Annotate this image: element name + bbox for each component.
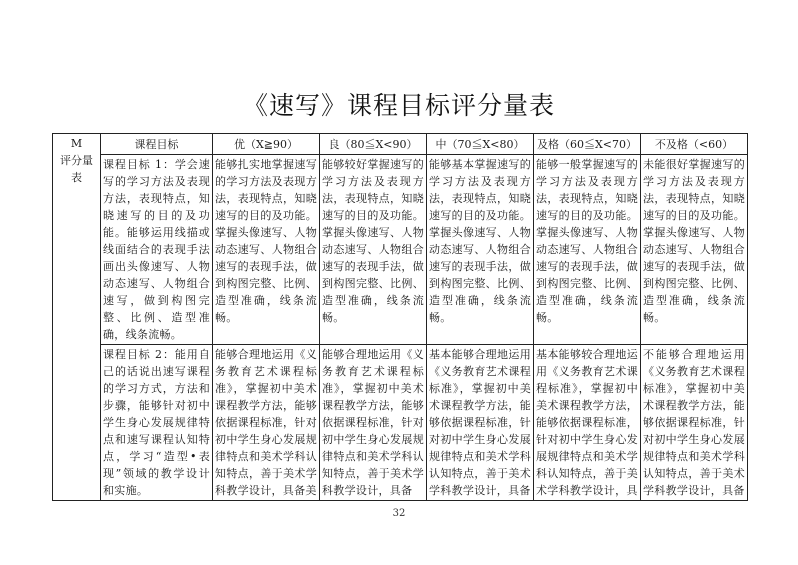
objective-cell: 课程目标 1：学会速写的学习方法及表现方法，表现特点，知晓速写的目的及功能。能够运用线描或线面结合的表现手法画出头像速写、人物动态速写、人物组合速写，做到构图完整、比例、造型准确，线条流畅。	[101, 155, 213, 345]
criteria-cell: 不能够合理地运用《义务教育艺术课程标准》，掌握初中美术课程教学方法，能够依据课程标准，针对初中学生身心发展规律特点和美术学科认知特点，善于美术学科教学设计，具备	[641, 345, 748, 501]
header-cell-objective: 课程目标	[101, 134, 213, 155]
header-cell-fail: 不及格（<60）	[641, 134, 748, 155]
side-label-text: 评分量表	[60, 154, 93, 184]
rubric-table	[52, 133, 748, 501]
criteria-cell: 能够扎实地掌握速写的学习方法及表现方法，表现特点，知晓速写的目的及功能。掌握头像速写、人物动态速写、人物组合速写的表现手法，做到构图完整、比例、造型准确，线条流畅。	[213, 155, 320, 345]
table-row	[53, 345, 748, 501]
criteria-cell: 能够基本掌握速写的学习方法及表现方法，表现特点，知晓速写的目的及功能。掌握头像速写、人物动态速写、人物组合速写的表现手法，做到构图完整、比例、造型准确，线条流畅。	[427, 155, 534, 345]
header-cell-good: 良（80≦X<90）	[320, 134, 427, 155]
header-cell-excellent: 优（X≧90）	[213, 134, 320, 155]
criteria-cell: 能够合理地运用《义务教育艺术课程标准》，掌握初中美术课程教学方法，能够依据课程标准，针对初中学生身心发展规律特点和美术学科认知特点，善于美术学科教学设计，具备	[320, 345, 427, 501]
criteria-cell: 基本能够较合理地运用《义务教育艺术课程标准》，掌握初中美术课程教学方法，能够依据课程标准，针对初中学生身心发展规律特点和美术学科认知特点，善于美术学科教学设计，具	[534, 345, 641, 501]
table-row	[53, 155, 748, 345]
criteria-cell: 能够较好掌握速写的学习方法及表现方法，表现特点，知晓速写的目的及功能。掌握头像速写、人物动态速写、人物组合速写的表现手法，做到构图完整、比例、造型准确，线条流畅。	[320, 155, 427, 345]
header-cell-pass: 及格（60≦X<70）	[534, 134, 641, 155]
objective-cell: 课程目标 2：能用自己的话说出速写课程的学习方式，方法和步骤，能够针对初中学生身心发展规律特点和速写课程认知特点，学习“造型•表现”领域的教学设计和实施。	[101, 345, 213, 501]
page-number: 32	[392, 508, 406, 519]
document-title: 《速写》课程目标评分量表	[242, 91, 555, 120]
side-label-m: M	[70, 137, 83, 150]
header-cell-medium: 中（70≦X<80）	[427, 134, 534, 155]
side-label-cell	[53, 134, 101, 501]
header-row	[53, 134, 748, 155]
criteria-cell: 基本能够合理地运用《义务教育艺术课程标准》，掌握初中美术课程教学方法，能够依据课程标准，针对初中学生身心发展规律特点和美术学科认知特点，善于美术学科教学设计，具备	[427, 345, 534, 501]
criteria-cell: 能够一般掌握速写的学习方法及表现方法，表现特点，知晓速写的目的及功能。掌握头像速写、人物动态速写、人物组合速写的表现手法，做到构图完整、比例、造型准确，线条流畅。	[534, 155, 641, 345]
criteria-cell: 未能很好掌握速写的学习方法及表现方法，表现特点，知晓速写的目的及功能。掌握头像速写、人物动态速写、人物组合速写的表现手法，做到构图完整、比例、造型准确，线条流畅。	[641, 155, 748, 345]
criteria-cell: 能够合理地运用《义务教育艺术课程标准》，掌握初中美术课程教学方法，能够依据课程标准，针对初中学生身心发展规律特点和美术学科认知特点，善于美术学科教学设计，具备美	[213, 345, 320, 501]
